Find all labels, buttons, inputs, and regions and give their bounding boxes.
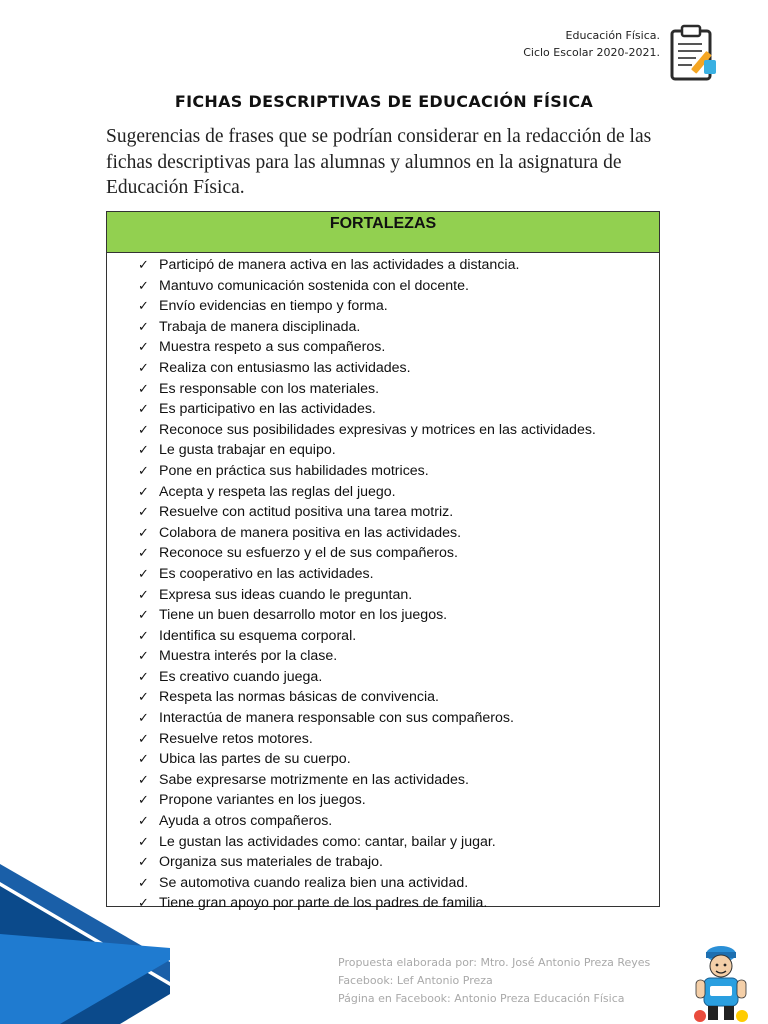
checkmark-icon: ✓ [138, 339, 149, 355]
table-header: FORTALEZAS [107, 212, 659, 253]
list-item-text: Mantuvo comunicación sostenida con el docente. [159, 277, 469, 294]
list-item [107, 852, 659, 873]
checkmark-icon: ✓ [138, 565, 149, 581]
list-item-text: Le gusta trabajar en equipo. [159, 442, 336, 459]
list-item-text: Es cooperativo en las actividades. [159, 565, 374, 582]
list-item-text: Ayuda a otros compañeros. [159, 813, 333, 830]
list-item-text: Se automotiva cuando realiza bien una actividad. [159, 874, 469, 891]
list-item-text: Interactúa de manera responsable con sus compañeros. [159, 710, 514, 727]
checkmark-icon: ✓ [138, 813, 149, 829]
checkmark-icon: ✓ [138, 257, 149, 272]
list-item-text: Reconoce sus posibilidades expresivas y motrices en las actividades. [159, 421, 596, 438]
list-item [107, 482, 659, 503]
list-item-text: Colabora de manera positiva en las actividades. [159, 524, 462, 541]
checkmark-icon: ✓ [138, 277, 149, 293]
list-item [107, 770, 659, 791]
clipboard-icon [668, 24, 720, 82]
list-item [107, 790, 659, 811]
list-item [107, 255, 659, 276]
list-item-text: Resuelve retos motores. [159, 730, 313, 747]
list-item [107, 811, 659, 832]
list-item [107, 708, 659, 729]
checkmark-icon: ✓ [138, 627, 149, 643]
checkmark-icon: ✓ [138, 874, 149, 890]
list-item [107, 399, 659, 420]
list-item [107, 646, 659, 667]
list-item [107, 605, 659, 626]
list-item-text: Participó de manera activa en las actividades a distancia. [159, 257, 520, 273]
list-item [107, 502, 659, 523]
checkmark-icon: ✓ [138, 792, 149, 808]
checkmark-icon: ✓ [138, 318, 149, 334]
header-cycle: Ciclo Escolar 2020-2021. [523, 46, 660, 59]
list-item [107, 585, 659, 606]
checkmark-icon: ✓ [138, 710, 149, 726]
list-item [107, 893, 659, 914]
footer-facebook: Facebook: Lef Antonio Preza [338, 974, 493, 987]
page-title: FICHAS DESCRIPTIVAS DE EDUCACIÓN FÍSICA [174, 92, 594, 111]
list-item [107, 832, 659, 853]
strengths-table [106, 211, 660, 912]
list-item [107, 523, 659, 544]
checkmark-icon: ✓ [138, 586, 149, 602]
list-item [107, 337, 659, 358]
list-item [107, 358, 659, 379]
list-item-text: Organiza sus materiales de trabajo. [159, 854, 383, 871]
list-item-text: Es responsable con los materiales. [159, 380, 380, 397]
list-item [107, 749, 659, 770]
checkmark-icon: ✓ [138, 771, 149, 787]
list-item-text: Ubica las partes de su cuerpo. [159, 751, 351, 768]
list-item [107, 729, 659, 750]
list-item [107, 687, 659, 708]
checkmark-icon: ✓ [138, 545, 149, 561]
checkmark-icon: ✓ [138, 730, 149, 746]
checkmark-icon: ✓ [138, 895, 149, 911]
checkmark-icon: ✓ [138, 607, 149, 623]
strengths-list [107, 253, 659, 914]
checkmark-icon: ✓ [138, 833, 149, 849]
checkmark-icon: ✓ [138, 483, 149, 499]
header-subject: Educación Física. [565, 29, 660, 42]
checkmark-icon: ✓ [138, 504, 149, 520]
checkmark-icon: ✓ [138, 421, 149, 437]
checkmark-icon: ✓ [138, 401, 149, 417]
decorative-stripes [0, 864, 170, 1024]
checkmark-icon: ✓ [138, 854, 149, 870]
checkmark-icon: ✓ [138, 298, 149, 314]
header-meta [523, 27, 660, 61]
checkmark-icon: ✓ [138, 751, 149, 767]
checkmark-icon: ✓ [138, 689, 149, 705]
list-item [107, 276, 659, 297]
list-item [107, 420, 659, 441]
list-item-text: Tiene un buen desarrollo motor en los juegos. [159, 607, 448, 624]
list-item [107, 667, 659, 688]
list-item [107, 461, 659, 482]
list-item [107, 564, 659, 585]
list-item-text: Acepta y respeta las reglas del juego. [159, 483, 396, 500]
list-item [107, 873, 659, 894]
list-item-text: Realiza con entusiasmo las actividades. [159, 359, 411, 376]
footer-author: Propuesta elaborada por: Mtro. José Antonio Preza Reyes [338, 956, 651, 969]
list-item [107, 296, 659, 317]
list-item-text: Le gustan las actividades como: cantar, bailar y jugar. [159, 833, 496, 850]
checkmark-icon: ✓ [138, 524, 149, 540]
list-item-text: Es creativo cuando juega. [159, 668, 323, 685]
list-item-text: Muestra interés por la clase. [159, 648, 338, 665]
list-item-text: Respeta las normas básicas de convivencia. [159, 689, 439, 706]
footer-facebook-page: Página en Facebook: Antonio Preza Educación Física [338, 992, 625, 1005]
list-item [107, 317, 659, 338]
checkmark-icon: ✓ [138, 380, 149, 396]
list-item-text: Trabaja de manera disciplinada. [159, 318, 361, 335]
list-item-text: Identifica su esquema corporal. [159, 627, 357, 644]
list-item-text: Envío evidencias en tiempo y forma. [159, 298, 388, 315]
list-item [107, 379, 659, 400]
footer-credits [338, 954, 650, 1008]
mascot-illustration [690, 940, 752, 1024]
checkmark-icon: ✓ [138, 462, 149, 478]
checkmark-icon: ✓ [138, 668, 149, 684]
list-item-text: Es participativo en las actividades. [159, 401, 376, 418]
list-item-text: Sabe expresarse motrizmente en las actividades. [159, 771, 469, 788]
list-item-text: Reconoce su esfuerzo y el de sus compañeros. [159, 545, 458, 562]
list-item-text: Tiene gran apoyo por parte de los padres de familia. [159, 895, 488, 912]
list-item-text: Muestra respeto a sus compañeros. [159, 339, 386, 356]
list-item-text: Expresa sus ideas cuando le preguntan. [159, 586, 413, 603]
checkmark-icon: ✓ [138, 648, 149, 664]
list-item-text: Propone variantes en los juegos. [159, 792, 366, 809]
checkmark-icon: ✓ [138, 359, 149, 375]
list-item-text: Resuelve con actitud positiva una tarea motriz. [159, 504, 454, 521]
list-item [107, 626, 659, 647]
intro-paragraph: Sugerencias de frases que se podrían considerar en la redacción de las fichas descriptivas para las alumnas y alumnos en la asignatura de Educación Física. [106, 126, 652, 198]
list-item-text: Pone en práctica sus habilidades motrices. [159, 462, 429, 479]
list-item [107, 440, 659, 461]
list-item [107, 543, 659, 564]
checkmark-icon: ✓ [138, 442, 149, 458]
